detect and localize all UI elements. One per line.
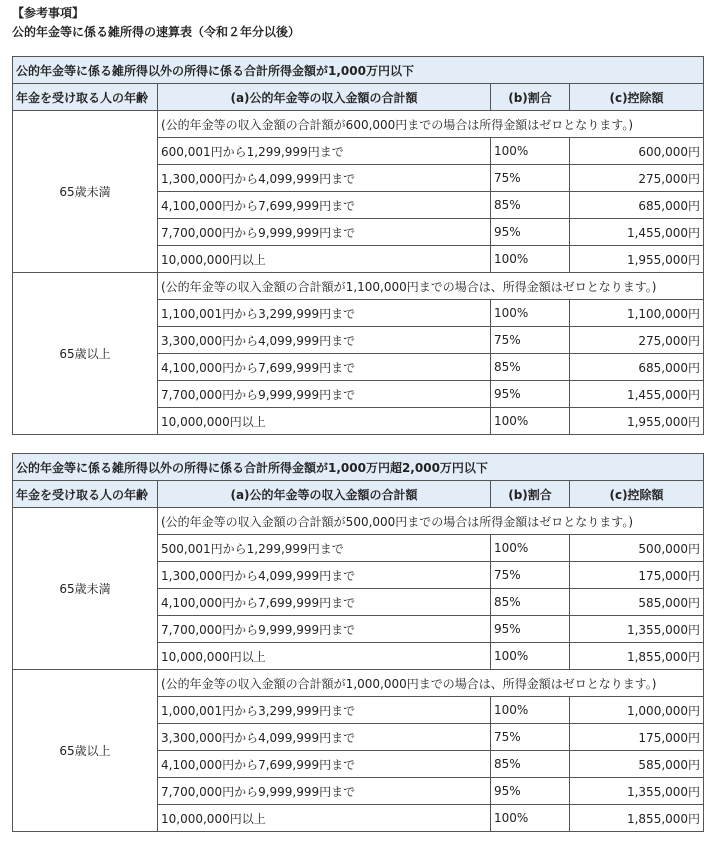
rate-cell: 95% <box>491 381 570 408</box>
income-range-cell: 7,700,000円から9,999,999円まで <box>158 616 491 643</box>
income-range-cell: 7,700,000円から9,999,999円まで <box>158 219 491 246</box>
deduction-cell: 1,455,000円 <box>570 381 704 408</box>
rate-cell: 100% <box>491 697 570 724</box>
deduction-cell: 500,000円 <box>570 535 704 562</box>
rate-cell: 75% <box>491 327 570 354</box>
age-group-cell: 65歳以上 <box>13 670 158 832</box>
table-row <box>13 111 704 138</box>
income-range-cell: 10,000,000円以上 <box>158 805 491 832</box>
income-range-cell: 10,000,000円以上 <box>158 408 491 435</box>
zero-income-note: (公的年金等の収入金額の合計額が500,000円までの場合は所得金額はゼロとなります。) <box>158 508 704 535</box>
tables-container <box>12 56 715 832</box>
income-range-cell: 3,300,000円から4,099,999円まで <box>158 724 491 751</box>
rate-cell: 75% <box>491 562 570 589</box>
rate-cell: 100% <box>491 138 570 165</box>
income-range-cell: 7,700,000円から9,999,999円まで <box>158 778 491 805</box>
income-range-cell: 4,100,000円から7,699,999円まで <box>158 354 491 381</box>
page-subtitle: 公的年金等に係る雑所得の速算表（令和２年分以後） <box>12 25 301 39</box>
deduction-cell: 1,955,000円 <box>570 408 704 435</box>
rate-cell: 100% <box>491 535 570 562</box>
rate-cell: 75% <box>491 724 570 751</box>
income-range-cell: 7,700,000円から9,999,999円まで <box>158 381 491 408</box>
deduction-table-1 <box>12 56 704 435</box>
age-group-cell: 65歳未満 <box>13 508 158 670</box>
deduction-cell: 1,855,000円 <box>570 805 704 832</box>
rate-cell: 100% <box>491 246 570 273</box>
deduction-table-2 <box>12 453 704 832</box>
rate-cell: 95% <box>491 219 570 246</box>
header-amount: (a)公的年金等の収入金額の合計額 <box>158 84 491 111</box>
rate-cell: 100% <box>491 805 570 832</box>
zero-income-note: (公的年金等の収入金額の合計額が600,000円までの場合は所得金額はゼロとなります。) <box>158 111 704 138</box>
rate-cell: 95% <box>491 616 570 643</box>
deduction-cell: 1,000,000円 <box>570 697 704 724</box>
deduction-cell: 1,355,000円 <box>570 778 704 805</box>
rate-cell: 75% <box>491 165 570 192</box>
age-group-cell: 65歳以上 <box>13 273 158 435</box>
table-row <box>13 670 704 697</box>
deduction-cell: 275,000円 <box>570 165 704 192</box>
header-rate: (b)割合 <box>491 84 570 111</box>
rate-cell: 85% <box>491 192 570 219</box>
zero-income-note: (公的年金等の収入金額の合計額が1,100,000円までの場合は、所得金額はゼロとなります。) <box>158 273 704 300</box>
deduction-cell: 1,955,000円 <box>570 246 704 273</box>
income-range-cell: 10,000,000円以上 <box>158 643 491 670</box>
rate-cell: 85% <box>491 589 570 616</box>
rate-cell: 95% <box>491 778 570 805</box>
income-range-cell: 4,100,000円から7,699,999円まで <box>158 589 491 616</box>
deduction-cell: 685,000円 <box>570 354 704 381</box>
deduction-cell: 175,000円 <box>570 562 704 589</box>
deduction-cell: 585,000円 <box>570 589 704 616</box>
deduction-cell: 1,100,000円 <box>570 300 704 327</box>
deduction-cell: 1,855,000円 <box>570 643 704 670</box>
header-age: 年金を受け取る人の年齢 <box>13 481 158 508</box>
income-range-cell: 1,300,000円から4,099,999円まで <box>158 165 491 192</box>
table-row <box>13 273 704 300</box>
deduction-cell: 585,000円 <box>570 751 704 778</box>
deduction-cell: 1,355,000円 <box>570 616 704 643</box>
deduction-cell: 685,000円 <box>570 192 704 219</box>
reference-label: 【参考事項】 <box>12 6 85 20</box>
income-range-cell: 10,000,000円以上 <box>158 246 491 273</box>
rate-cell: 100% <box>491 300 570 327</box>
income-range-cell: 600,001円から1,299,999円まで <box>158 138 491 165</box>
header-age: 年金を受け取る人の年齢 <box>13 84 158 111</box>
income-range-cell: 1,100,001円から3,299,999円まで <box>158 300 491 327</box>
income-range-cell: 500,001円から1,299,999円まで <box>158 535 491 562</box>
deduction-cell: 1,455,000円 <box>570 219 704 246</box>
deduction-cell: 600,000円 <box>570 138 704 165</box>
rate-cell: 100% <box>491 408 570 435</box>
table-caption: 公的年金等に係る雑所得以外の所得に係る合計所得金額が1,000万円超2,000万円以下 <box>13 454 704 481</box>
deduction-cell: 175,000円 <box>570 724 704 751</box>
rate-cell: 85% <box>491 354 570 381</box>
income-range-cell: 4,100,000円から7,699,999円まで <box>158 751 491 778</box>
rate-cell: 85% <box>491 751 570 778</box>
table-row <box>13 508 704 535</box>
deduction-cell: 275,000円 <box>570 327 704 354</box>
income-range-cell: 3,300,000円から4,099,999円まで <box>158 327 491 354</box>
header-amount: (a)公的年金等の収入金額の合計額 <box>158 481 491 508</box>
header-deduction: (c)控除額 <box>570 481 704 508</box>
age-group-cell: 65歳未満 <box>13 111 158 273</box>
income-range-cell: 1,000,001円から3,299,999円まで <box>158 697 491 724</box>
table-caption: 公的年金等に係る雑所得以外の所得に係る合計所得金額が1,000万円以下 <box>13 57 704 84</box>
header-rate: (b)割合 <box>491 481 570 508</box>
header-deduction: (c)控除額 <box>570 84 704 111</box>
income-range-cell: 1,300,000円から4,099,999円まで <box>158 562 491 589</box>
zero-income-note: (公的年金等の収入金額の合計額が1,000,000円までの場合は、所得金額はゼロとなります。) <box>158 670 704 697</box>
rate-cell: 100% <box>491 643 570 670</box>
income-range-cell: 4,100,000円から7,699,999円まで <box>158 192 491 219</box>
